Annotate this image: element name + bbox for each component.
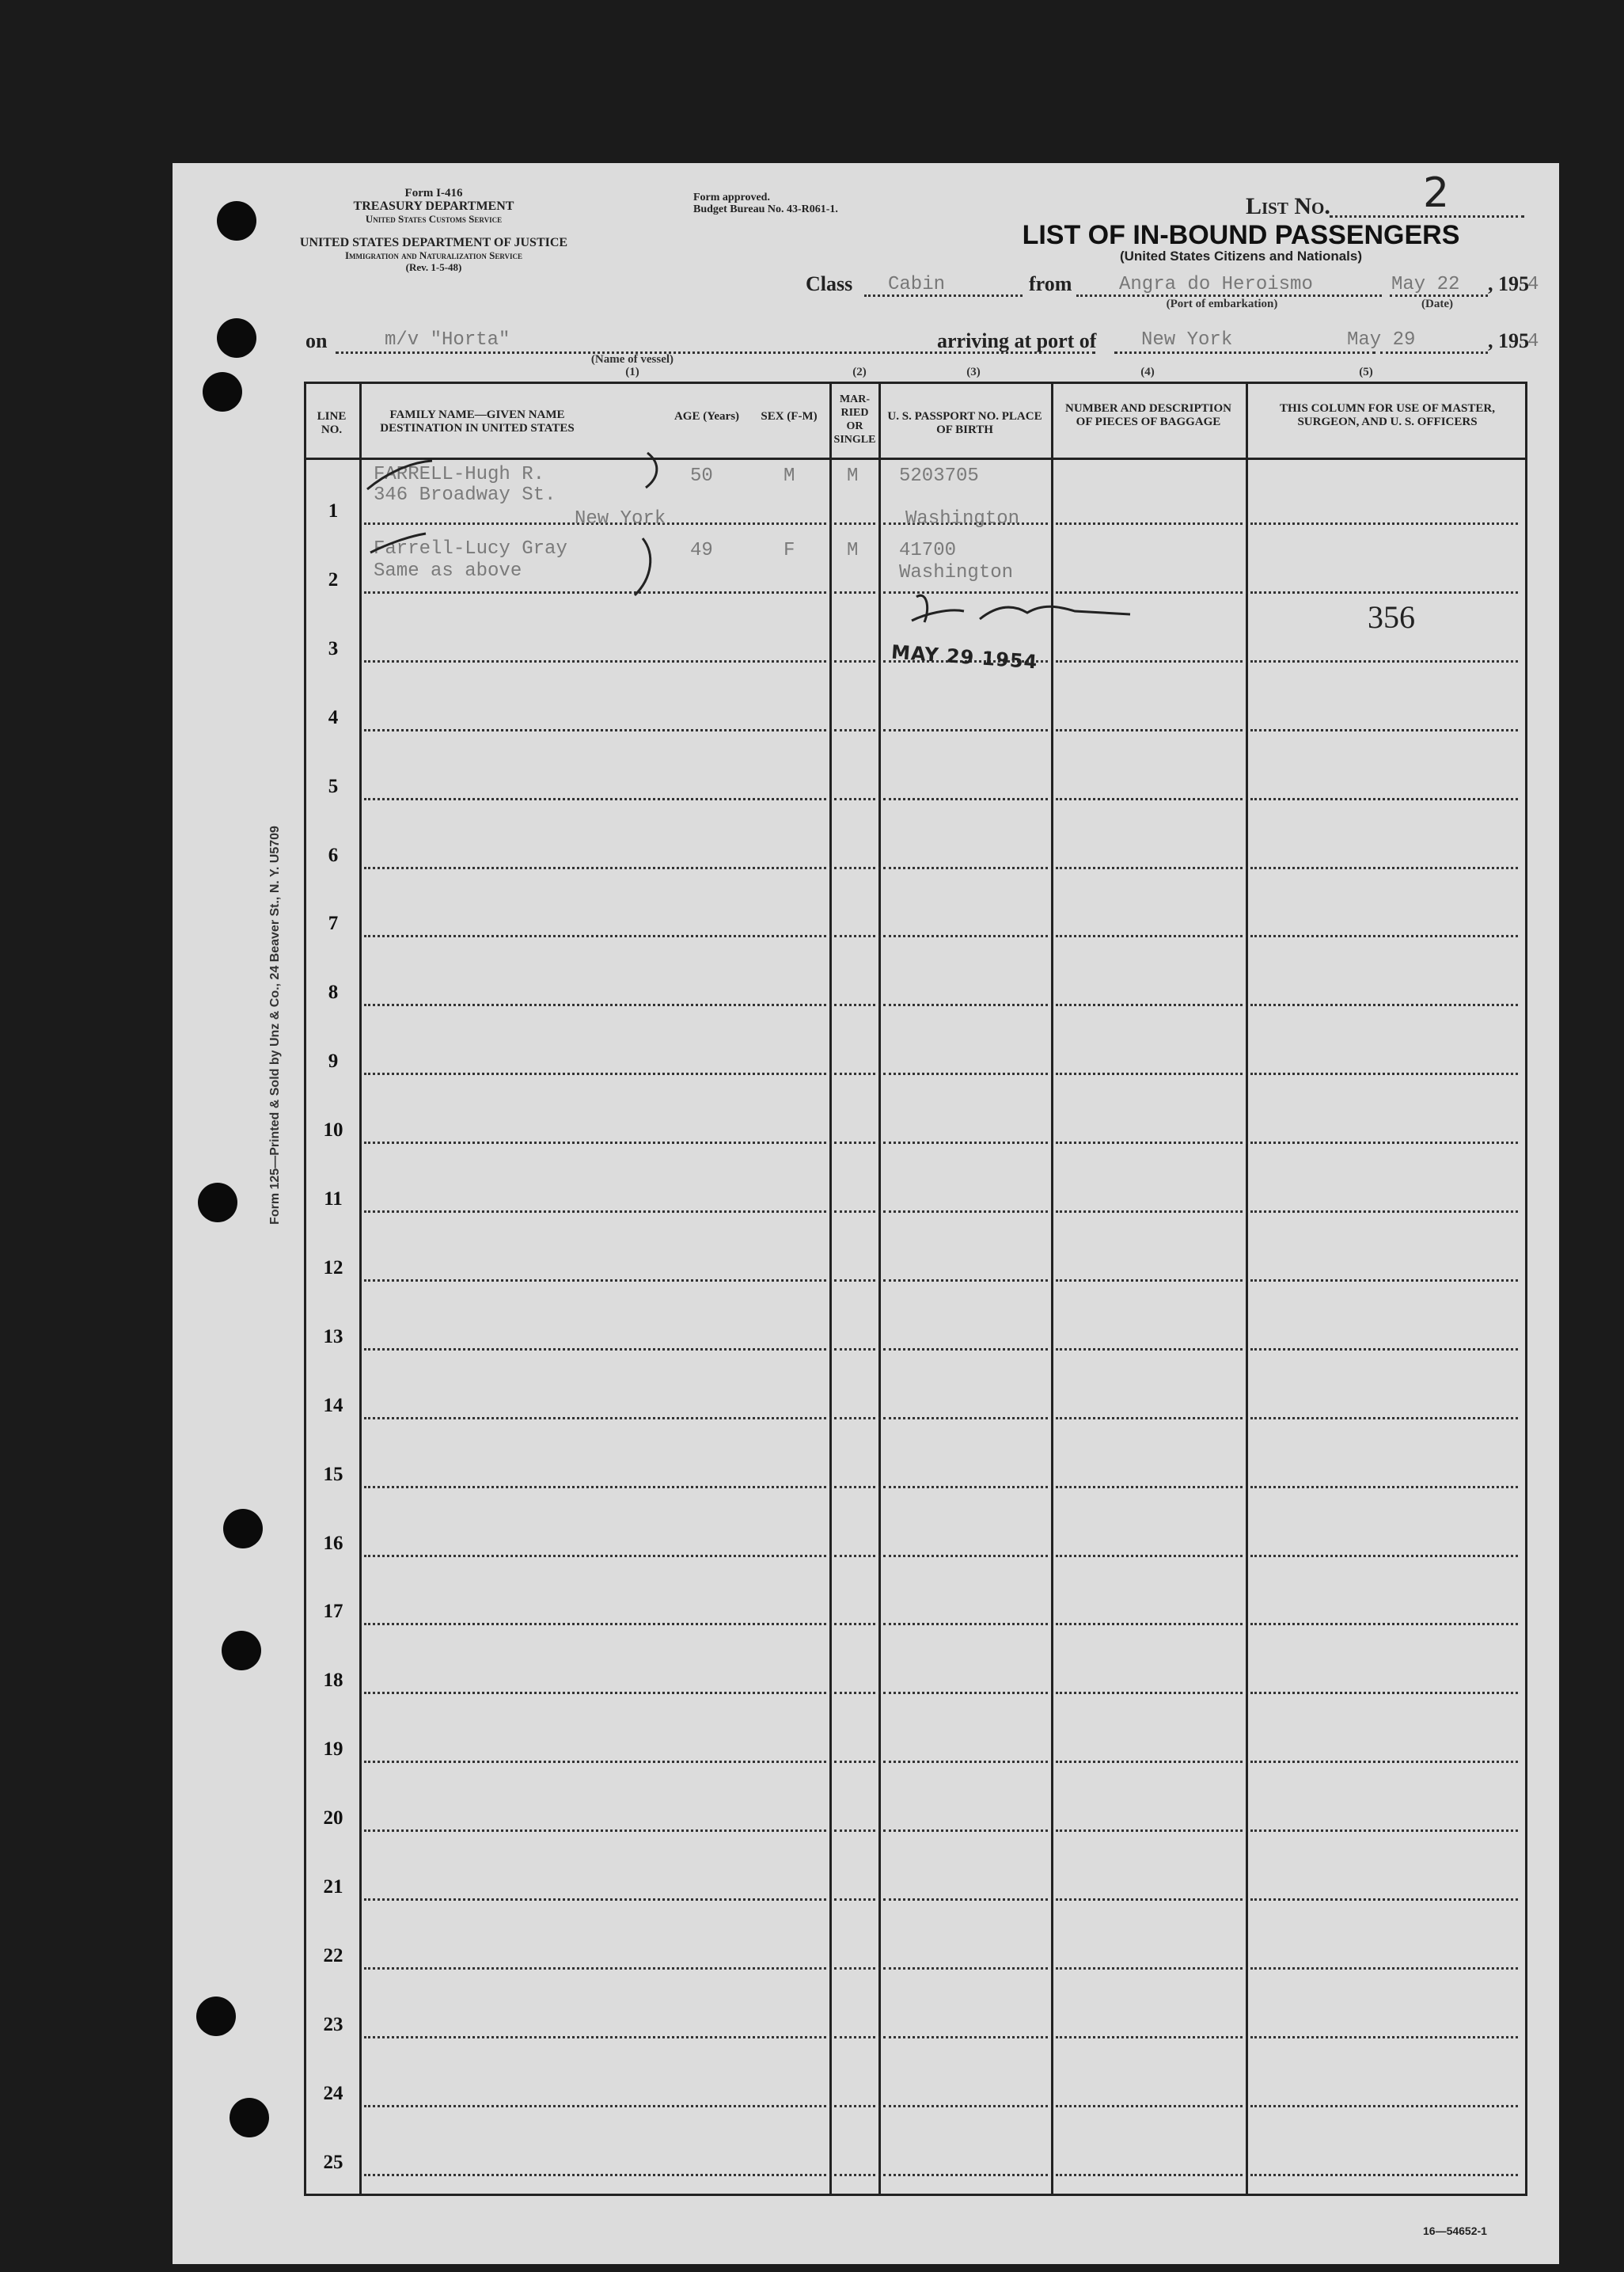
printer-imprint: Form 125—Printed & Sold by Unz & Co., 24 Beaver St., N. Y. U5709 — [268, 826, 282, 1225]
row-rule — [1250, 1486, 1518, 1488]
from-label: from — [1029, 272, 1072, 295]
row-rule — [1250, 1073, 1518, 1075]
row-rule — [883, 1210, 1048, 1213]
list-number-label: List No. — [1246, 193, 1330, 219]
justice-dept: UNITED STATES DEPARTMENT OF JUSTICE — [299, 236, 568, 249]
row-rule — [883, 1073, 1048, 1075]
row-rule — [1250, 798, 1518, 800]
arriving-label: arriving at port of — [937, 329, 1097, 352]
passenger-1-passport: 5203705 — [899, 465, 979, 487]
row-rule — [834, 867, 875, 869]
check-mark — [367, 461, 432, 489]
row-rule — [1250, 1142, 1518, 1144]
row-rule — [834, 2105, 875, 2107]
line-number: 5 — [328, 775, 339, 797]
col-header-married: MAR-RIED OR SINGLE — [833, 393, 876, 446]
on-label: on — [305, 329, 328, 352]
row-rule — [1250, 1279, 1518, 1282]
row-rule — [364, 1004, 826, 1006]
row-rule — [1250, 1210, 1518, 1213]
row-rule — [834, 1692, 875, 1694]
row-rule — [834, 1898, 875, 1901]
class-value: Cabin — [888, 274, 946, 295]
row-rule — [883, 2105, 1048, 2107]
col-number-5: (5) — [1359, 366, 1373, 378]
row-rule — [364, 1142, 826, 1144]
ins-service: Immigration and Naturalization Service — [344, 249, 523, 261]
row-rule — [1056, 1417, 1243, 1419]
row-rule — [834, 2174, 875, 2176]
row-rule — [1056, 1004, 1243, 1006]
row-rule — [883, 1486, 1048, 1488]
row-rule — [1056, 2105, 1243, 2107]
port-embarkation-caption: (Port of embarkation) — [1166, 298, 1278, 310]
row-rule — [364, 1486, 826, 1488]
row-rule — [883, 1142, 1048, 1144]
row-rule — [883, 1829, 1048, 1832]
passenger-1-city: New York — [575, 508, 666, 530]
row-rule — [834, 1073, 875, 1075]
row-rule — [883, 1692, 1048, 1694]
row-rule — [1056, 1898, 1243, 1901]
row-rule — [364, 2105, 826, 2107]
arrival-port-value: New York — [1141, 329, 1233, 351]
date-stamp: MAY 29 1954 — [890, 640, 1039, 674]
row-rule — [1250, 1898, 1518, 1901]
date-value: May 22 — [1391, 274, 1460, 295]
arrival-date-value: May 29 — [1347, 329, 1416, 351]
row-rule — [834, 1829, 875, 1832]
row-rule — [1250, 2174, 1518, 2176]
row-rule — [364, 2036, 826, 2038]
row-rule — [883, 1967, 1048, 1970]
row-rule — [1056, 1142, 1243, 1144]
line-number: 7 — [328, 913, 339, 935]
line-number: 18 — [323, 1670, 343, 1692]
row-rule — [883, 1417, 1048, 1419]
row-rule — [883, 935, 1048, 937]
row-rule — [1056, 1348, 1243, 1351]
bracket-mark — [635, 538, 651, 595]
from-value: Angra do Heroismo — [1119, 274, 1313, 295]
line-number: 4 — [328, 706, 339, 728]
row-rule — [1056, 2036, 1243, 2038]
year-prefix-2: , 195 — [1488, 329, 1529, 352]
line-number: 21 — [323, 1876, 343, 1898]
row-rule — [1250, 1417, 1518, 1419]
row-rule — [1250, 2105, 1518, 2107]
passenger-2-name: Farrell-Lucy Gray — [374, 538, 567, 560]
row-rule — [1056, 1210, 1243, 1213]
line-number: 8 — [328, 982, 339, 1004]
row-rule — [364, 1555, 826, 1557]
row-rule — [1250, 1761, 1518, 1763]
col-header-officers: THIS COLUMN FOR USE OF MASTER, SURGEON, AND U. S. OFFICERS — [1280, 402, 1495, 428]
col-header-line: LINE NO. — [317, 410, 347, 436]
row-rule — [834, 729, 875, 731]
row-rule — [883, 1761, 1048, 1763]
row-rule — [1250, 1555, 1518, 1557]
row-rule — [364, 1210, 826, 1213]
row-rule — [1056, 1829, 1243, 1832]
year-suffix: 4 — [1527, 274, 1539, 295]
row-rule — [1056, 2174, 1243, 2176]
col-header-name: FAMILY NAME—GIVEN NAME DESTINATION IN UNITED STATES — [380, 408, 575, 435]
line-number: 24 — [323, 2082, 343, 2104]
passenger-2-married: M — [847, 540, 859, 561]
row-rule — [364, 729, 826, 731]
row-rule — [883, 798, 1048, 800]
row-rule — [1250, 1829, 1518, 1832]
row-rule — [364, 798, 826, 800]
row-rule — [1056, 1761, 1243, 1763]
line-number: 15 — [323, 1463, 343, 1485]
punch-hole — [222, 1631, 261, 1670]
row-rule — [834, 1967, 875, 1970]
row-rule — [883, 1004, 1048, 1006]
officer-number: 356 — [1368, 599, 1415, 635]
col-header-age: AGE (Years) — [674, 410, 740, 423]
row-rule — [364, 935, 826, 937]
row-rule — [834, 1279, 875, 1282]
list-number-value: 2 — [1423, 169, 1450, 217]
line-number: 12 — [323, 1256, 343, 1278]
row-rule — [834, 1555, 875, 1557]
row-rule — [883, 867, 1048, 869]
row-rule — [834, 1486, 875, 1488]
col-header-sex: SEX (F-M) — [761, 410, 818, 423]
row-rule — [1056, 1692, 1243, 1694]
line-number: 10 — [323, 1119, 343, 1142]
row-rule — [834, 1142, 875, 1144]
handwritten-marks — [173, 163, 1559, 717]
row-rule — [1056, 1623, 1243, 1625]
year-prefix: , 195 — [1488, 272, 1529, 295]
customs-service: United States Customs Service — [365, 213, 503, 225]
row-rule — [883, 2174, 1048, 2176]
row-rule — [834, 2036, 875, 2038]
footer-code: 16—54652-1 — [1423, 2225, 1487, 2237]
row-rule — [834, 1761, 875, 1763]
bracket-mark — [646, 453, 657, 488]
line-number: 9 — [328, 1051, 339, 1073]
row-rule — [1056, 729, 1243, 731]
row-rule — [364, 1692, 826, 1694]
row-rule — [883, 1555, 1048, 1557]
passenger-1-married: M — [847, 465, 859, 487]
class-label: Class — [806, 272, 853, 295]
punch-hole — [223, 1509, 263, 1548]
passenger-2-address: Same as above — [374, 560, 522, 582]
row-rule — [1250, 1348, 1518, 1351]
row-rule — [1056, 1073, 1243, 1075]
row-rule — [883, 1279, 1048, 1282]
line-number: 6 — [328, 844, 339, 866]
row-rule — [1250, 935, 1518, 937]
page-title: LIST OF IN-BOUND PASSENGERS — [1022, 220, 1460, 250]
row-rule — [1250, 1004, 1518, 1006]
check-mark — [370, 534, 426, 553]
line-number: 25 — [323, 2151, 343, 2173]
row-rule — [883, 2036, 1048, 2038]
line-number: 2 — [328, 568, 339, 591]
year-suffix-2: 4 — [1527, 331, 1539, 352]
passenger-1-birthplace: Washington — [905, 508, 1020, 530]
row-rule — [364, 1829, 826, 1832]
passenger-1-age: 50 — [690, 465, 713, 487]
line-number: 16 — [323, 1532, 343, 1554]
line-number: 17 — [323, 1601, 343, 1623]
row-rule — [364, 1967, 826, 1970]
row-rule — [1250, 1623, 1518, 1625]
punch-hole — [198, 1183, 237, 1222]
passenger-2-birthplace: Washington — [899, 562, 1014, 583]
row-rule — [364, 1073, 826, 1075]
budget-bureau: Budget Bureau No. 43-R061-1. — [693, 203, 838, 215]
row-rule — [883, 1898, 1048, 1901]
passenger-2-age: 49 — [690, 540, 713, 561]
page-subtitle: (United States Citizens and Nationals) — [1119, 249, 1363, 264]
row-rule — [1056, 1555, 1243, 1557]
row-rule — [364, 1279, 826, 1282]
row-rule — [834, 935, 875, 937]
revision-date: (Rev. 1-5-48) — [405, 261, 462, 273]
row-rule — [364, 1348, 826, 1351]
row-rule — [364, 1761, 826, 1763]
date-caption: (Date) — [1421, 298, 1453, 310]
col-number-3: (3) — [966, 366, 981, 378]
row-rule — [1056, 1486, 1243, 1488]
row-rule — [834, 1348, 875, 1351]
col-number-2: (2) — [852, 366, 867, 378]
row-rule — [1250, 1692, 1518, 1694]
row-rule — [1250, 867, 1518, 869]
line-number: 3 — [328, 637, 339, 659]
line-number: 22 — [323, 1944, 343, 1966]
row-rule — [1250, 1967, 1518, 1970]
row-rule — [1056, 935, 1243, 937]
row-rule — [364, 1417, 826, 1419]
row-rule — [883, 729, 1048, 731]
vessel-value: m/v "Horta" — [385, 329, 510, 351]
row-rule — [1056, 1279, 1243, 1282]
line-number: 1 — [328, 500, 339, 522]
form-approved: Form approved. — [693, 192, 770, 203]
row-rule — [834, 798, 875, 800]
col-number-4: (4) — [1140, 366, 1155, 378]
row-rule — [364, 1623, 826, 1625]
line-number: 13 — [323, 1325, 343, 1347]
row-rule — [834, 1210, 875, 1213]
col-header-baggage: NUMBER AND DESCRIPTION OF PIECES OF BAGGAGE — [1064, 402, 1232, 428]
line-number: 11 — [324, 1188, 343, 1210]
row-rule — [364, 1898, 826, 1901]
line-number: 19 — [323, 1738, 343, 1761]
punch-hole — [230, 2098, 269, 2137]
form-sheet — [173, 163, 1559, 2264]
row-rule — [834, 1004, 875, 1006]
vessel-col-number: (1) — [625, 366, 639, 378]
passenger-1-sex: M — [784, 465, 795, 487]
row-rule — [883, 1348, 1048, 1351]
line-number: 20 — [323, 1807, 343, 1829]
punch-hole — [196, 1997, 236, 2036]
col-header-passport: U. S. PASSPORT NO. PLACE OF BIRTH — [887, 410, 1042, 436]
row-rule — [834, 1417, 875, 1419]
row-rule — [834, 1623, 875, 1625]
passenger-2-sex: F — [784, 540, 795, 561]
line-number: 14 — [323, 1394, 343, 1416]
row-rule — [1056, 867, 1243, 869]
passenger-2-passport: 41700 — [899, 540, 957, 561]
row-rule — [364, 2174, 826, 2176]
line-number: 23 — [323, 2013, 343, 2035]
row-rule — [1056, 798, 1243, 800]
vessel-caption: (Name of vessel) — [590, 353, 674, 366]
passenger-1-name: FARRELL-Hugh R. — [374, 464, 545, 485]
row-rule — [883, 1623, 1048, 1625]
signature-stroke — [912, 595, 1130, 622]
passenger-1-address: 346 Broadway St. — [374, 484, 556, 506]
row-rule — [364, 867, 826, 869]
form-number: Form I-416 — [404, 187, 463, 199]
row-rule — [1250, 2036, 1518, 2038]
treasury-dept: TREASURY DEPARTMENT — [353, 199, 514, 213]
row-rule — [1056, 1967, 1243, 1970]
row-rule — [1250, 729, 1518, 731]
